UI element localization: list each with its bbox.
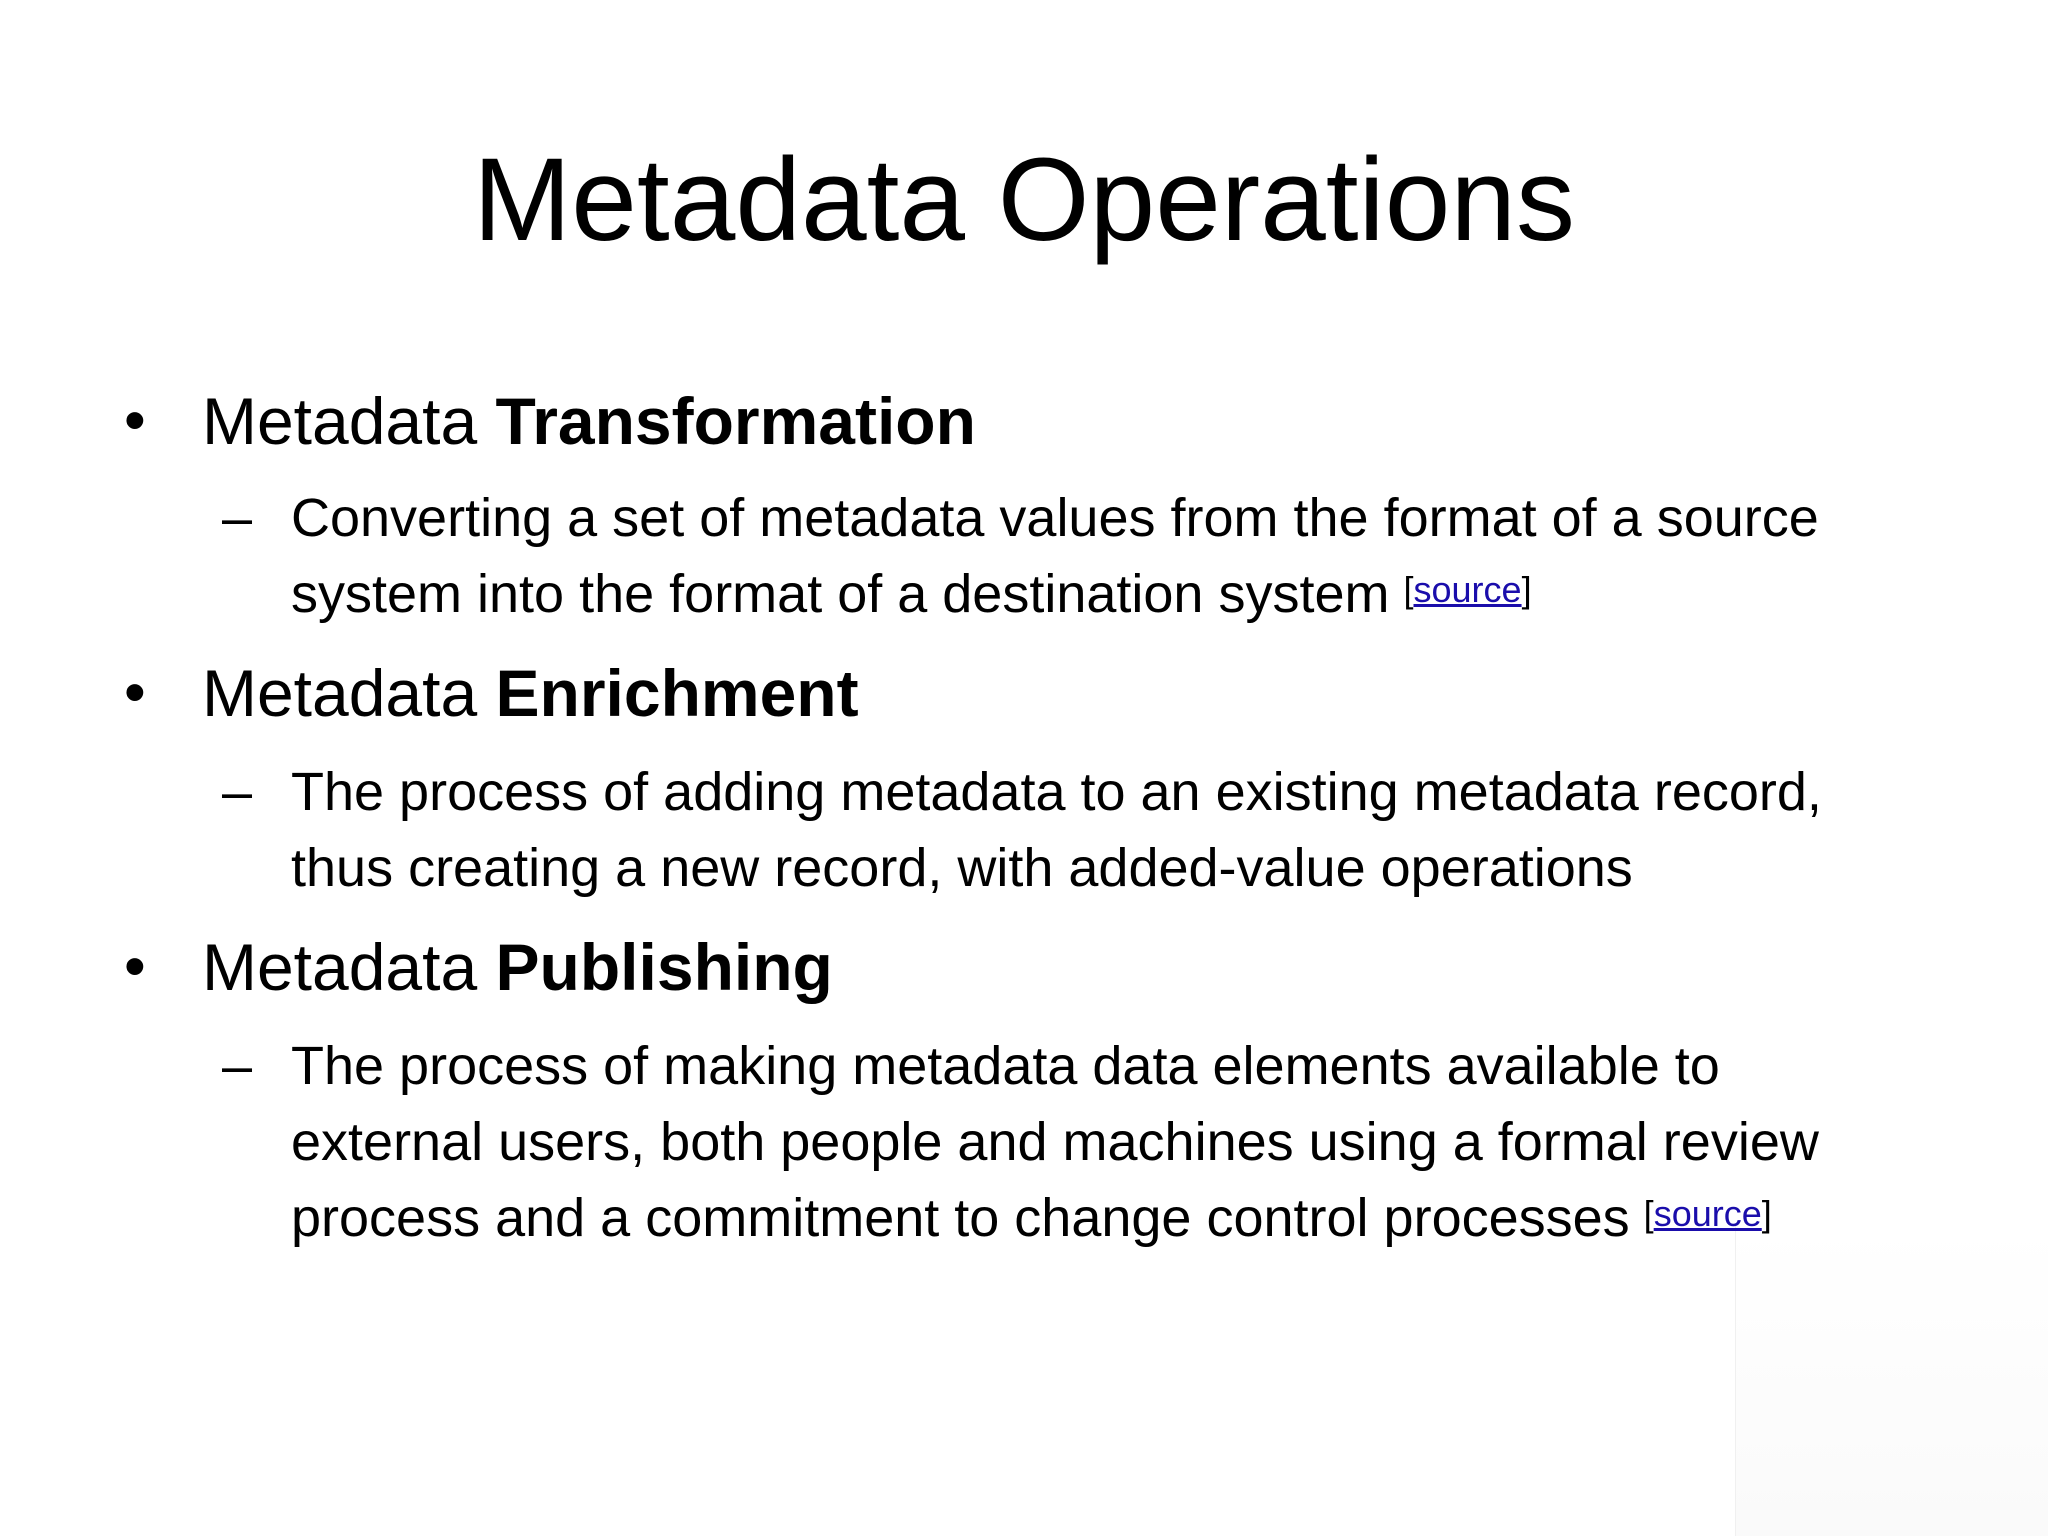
bullet-heading — [202, 928, 833, 1006]
source-reference: [source] — [1643, 1193, 1772, 1234]
bullet-term: Enrichment — [495, 656, 859, 730]
bullet-term: Publishing — [495, 930, 833, 1004]
bullet-heading — [202, 654, 859, 732]
bullet-prefix: Metadata — [202, 656, 496, 730]
description-line: system into the format of a destination system [source] — [291, 564, 1532, 624]
description-line: The process of making metadata data elements available to — [291, 1036, 1720, 1096]
bullet-prefix: Metadata — [202, 930, 496, 1004]
sub-item-description — [291, 754, 1991, 906]
sub-item-description — [291, 1028, 1991, 1256]
slide-title: Metadata Operations — [473, 134, 1575, 266]
description-line: The process of adding metadata to an existing metadata record, — [291, 762, 1822, 822]
dash-icon: – — [222, 762, 253, 822]
corner-shade — [1735, 1225, 2048, 1536]
bullet-prefix: Metadata — [202, 384, 496, 458]
dash-icon: – — [222, 1036, 253, 1096]
source-link[interactable]: source — [1413, 569, 1522, 610]
description-line: external users, both people and machines using a formal review — [291, 1112, 1819, 1172]
source-link[interactable]: source — [1653, 1193, 1762, 1234]
description-line: thus creating a new record, with added-value operations — [291, 838, 1633, 898]
bullet-icon: • — [124, 932, 146, 1001]
bullet-icon: • — [124, 386, 146, 455]
description-line: Converting a set of metadata values from the format of a source — [291, 488, 1819, 548]
sub-item-description — [291, 480, 1991, 632]
dash-icon: – — [222, 488, 253, 548]
bullet-icon: • — [124, 658, 146, 727]
bullet-heading — [202, 382, 976, 460]
bullet-term: Transformation — [495, 384, 976, 458]
source-reference: [source] — [1403, 569, 1532, 610]
description-line: process and a commitment to change control processes [source] — [291, 1188, 1772, 1248]
